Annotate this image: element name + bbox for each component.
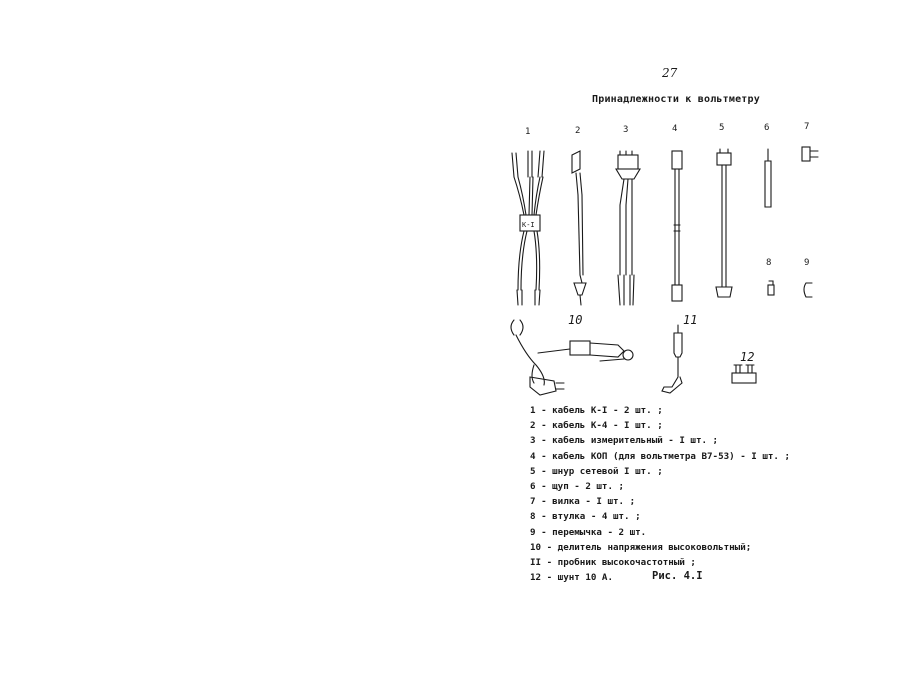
item-number-3: 3 [623, 125, 629, 135]
legend-item: 12 - шунт 10 А. [530, 572, 613, 584]
item-number-4: 4 [672, 124, 678, 134]
figure-caption: Рис. 4.I [652, 570, 703, 582]
shunt-drawing [732, 365, 756, 383]
item-number-2: 2 [575, 126, 581, 136]
legend-item: 4 - кабель КОП (для вольтметра В7-53) - I шт. ; [530, 450, 790, 462]
legend-item: 10 - делитель напряжения высоковольтный; [530, 541, 752, 553]
mains-cord-drawing [716, 149, 732, 297]
item-number-1: 1 [525, 127, 531, 137]
page-title: Принадлежности к вольтметру [592, 94, 760, 105]
item-number-10: 10 [568, 313, 583, 327]
plug-drawing [802, 147, 818, 161]
item-number-6: 6 [764, 123, 770, 133]
item-number-7: 7 [804, 122, 810, 132]
legend-item: 9 - перемычка - 2 шт. [530, 526, 647, 538]
accessories-legend [530, 403, 790, 585]
legend-item: 5 - шнур сетевой I шт. ; [530, 465, 663, 477]
bushing-drawing [768, 281, 774, 295]
item-number-12: 12 [740, 350, 755, 364]
cable-measuring-drawing [616, 151, 640, 305]
legend-item: 7 - вилка - I шт. ; [530, 496, 636, 508]
legend-item: 1 - кабель К-I - 2 шт. ; [530, 405, 663, 416]
cable-kop-drawing [672, 151, 682, 301]
legend-item: 6 - щуп - 2 шт. ; [530, 481, 625, 493]
accessories-illustration [500, 115, 840, 405]
item-number-11: 11 [683, 313, 698, 327]
item-number-9: 9 [804, 258, 810, 268]
cable-k1-drawing [512, 151, 544, 305]
item-number-5: 5 [719, 123, 725, 133]
page-number: 27 [662, 66, 678, 80]
cable-k4-drawing [572, 151, 586, 305]
legend-item: 3 - кабель измерительный - I шт. ; [530, 435, 719, 447]
legend-item: 2 - кабель К-4 - I шт. ; [530, 420, 663, 432]
jumper-drawing [804, 283, 812, 297]
hf-probe-drawing [662, 325, 682, 393]
item-number-8: 8 [766, 258, 772, 268]
cable-tag: К-I [522, 221, 535, 229]
legend-item: II - пробник высокочастотный ; [530, 557, 696, 569]
probe-drawing [765, 149, 771, 207]
hv-divider-drawing [511, 320, 633, 395]
legend-item: 8 - втулка - 4 шт. ; [530, 511, 641, 523]
